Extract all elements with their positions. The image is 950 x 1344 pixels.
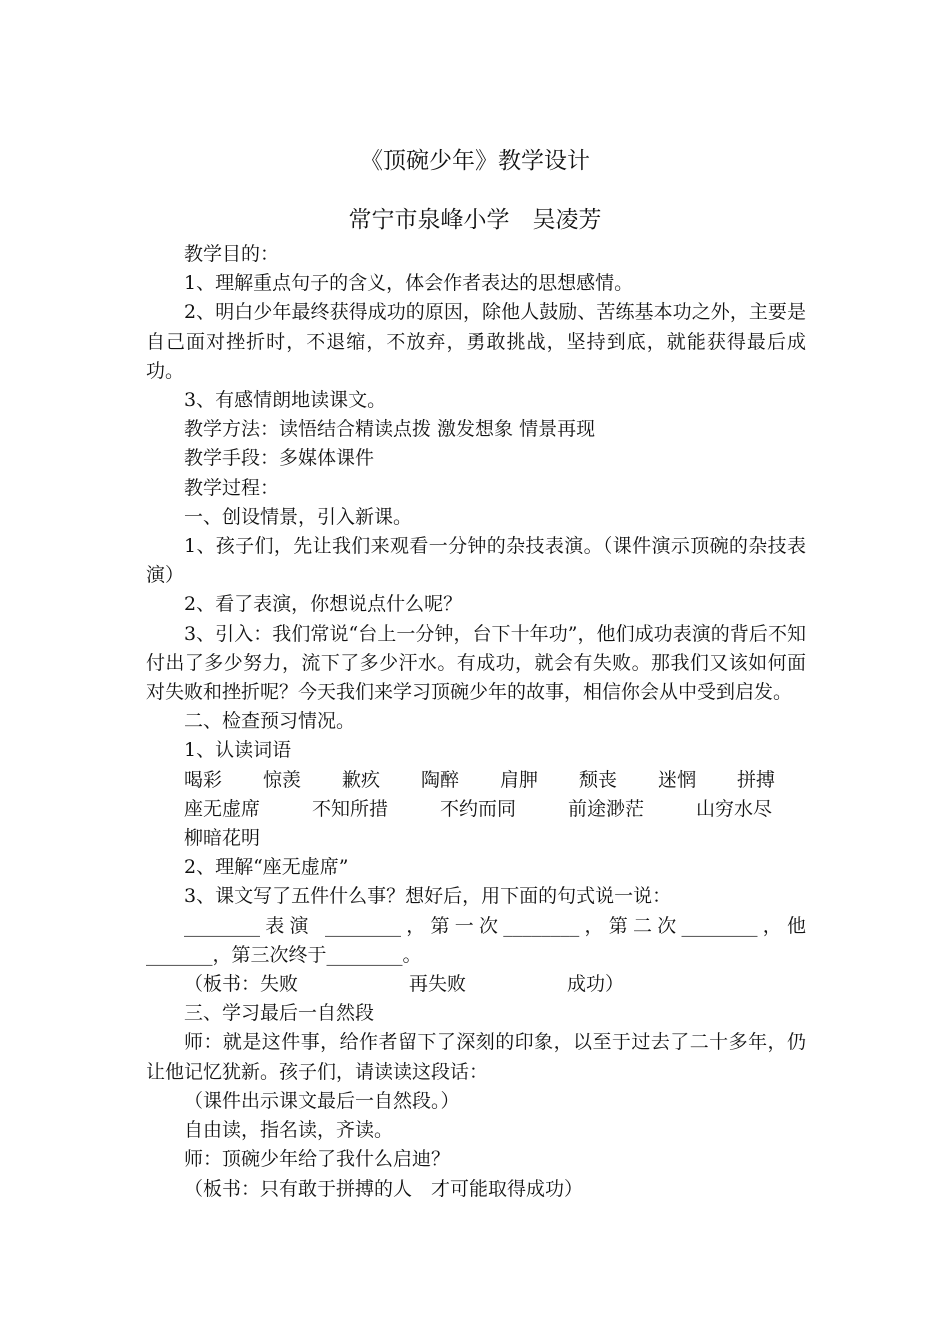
objective-3: 3、有感情朗地读课文。	[184, 389, 387, 412]
vocab-row-2	[146, 795, 806, 824]
vocab-row-3	[146, 824, 806, 853]
vocab-word: 山穷水尽	[696, 797, 773, 820]
vocab-word: 歉疚	[342, 768, 381, 791]
part-1-step-3: 3、引入：我们常说“台上一分钟，台下十年功”，他们成功表演的背后不知付出了多少努力，流下了多少汗水。有成功，就会有失败。那我们又该如何面对失败和挫折呢？今天我们来学习顶碗少年的故事，相信你会从中受到启发。	[146, 622, 806, 704]
vocab-word: 迷惘	[658, 768, 697, 791]
objective-1: 1、理解重点句子的含义，体会作者表达的思想感情。	[184, 272, 634, 295]
document-body	[146, 240, 806, 1204]
part-2-heading: 二、检查预习情况。	[184, 710, 356, 733]
author-line: 常宁市泉峰小学 吴凌芳	[348, 207, 602, 233]
part-1-heading: 一、创设情景，引入新课。	[184, 505, 413, 528]
courseware-note: （课件出示课文最后一自然段。）	[184, 1089, 460, 1112]
vocab-word: 肩胛	[500, 768, 539, 791]
vocab-word: 喝彩	[184, 768, 223, 791]
vocab-row-1	[146, 766, 806, 795]
part-3-heading: 三、学习最后一自然段	[184, 1002, 375, 1025]
vocab-word: 惊羡	[263, 768, 302, 791]
vocab-word: 颓丧	[579, 768, 618, 791]
vocab-word: 柳暗花明	[184, 827, 261, 850]
part-2-step-3: 3、课文写了五件什么事？想好后，用下面的句式说一说：	[184, 885, 672, 908]
part-1-step-2: 2、看了表演，你想说点什么呢？	[184, 593, 463, 616]
vocab-word: 陶醉	[421, 768, 460, 791]
reading-activity: 自由读，指名读，齐读。	[184, 1119, 394, 1142]
vocab-word: 前途渺茫	[568, 797, 645, 820]
document-title: 《顶碗少年》教学设计	[360, 148, 590, 174]
teaching-methods: 教学方法：读悟结合精读点拨 激发想象 情景再现	[184, 418, 596, 441]
vocab-word: 不约而同	[440, 797, 517, 820]
part-2-step-2: 2、理解“座无虚席”	[184, 856, 349, 879]
board-item: （板书：失败	[184, 973, 299, 996]
section-heading-process: 教学过程：	[184, 476, 280, 499]
board-notes-1	[146, 970, 806, 999]
vocab-word: 不知所措	[312, 797, 389, 820]
vocab-word: 座无虚席	[184, 797, 261, 820]
section-heading-objectives: 教学目的：	[184, 243, 280, 265]
vocab-word: 拼搏	[737, 768, 776, 791]
board-item: 成功）	[567, 973, 625, 996]
part-1-step-1: 1、孩子们，先让我们来观看一分钟的杂技表演。（课件演示顶碗的杂技表演）	[146, 535, 806, 587]
board-notes-2: （板书：只有敢于拼搏的人 才可能取得成功）	[184, 1177, 584, 1200]
part-2-step-1: 1、认读词语	[184, 739, 292, 762]
teaching-means: 教学手段：多媒体课件	[184, 447, 375, 470]
board-item: 再失败	[409, 973, 467, 996]
teacher-question: 师：顶碗少年给了我什么启迪？	[184, 1148, 451, 1171]
teacher-remark-1: 师：就是这件事，给作者留下了深刻的印象，以至于过去了二十多年，仍让他记忆犹新。孩子们，请读读这段话：	[146, 1031, 806, 1083]
objective-2: 2、明白少年最终获得成功的原因，除他人鼓励、苦练基本功之外，主要是自己面对挫折时，不退缩，不放弃，勇敢挑战，坚持到底，就能获得最后成功。	[146, 301, 806, 382]
sentence-pattern: ________表演 ________，第一次________，第二次________，他_______，第三次终于________。	[146, 914, 806, 966]
